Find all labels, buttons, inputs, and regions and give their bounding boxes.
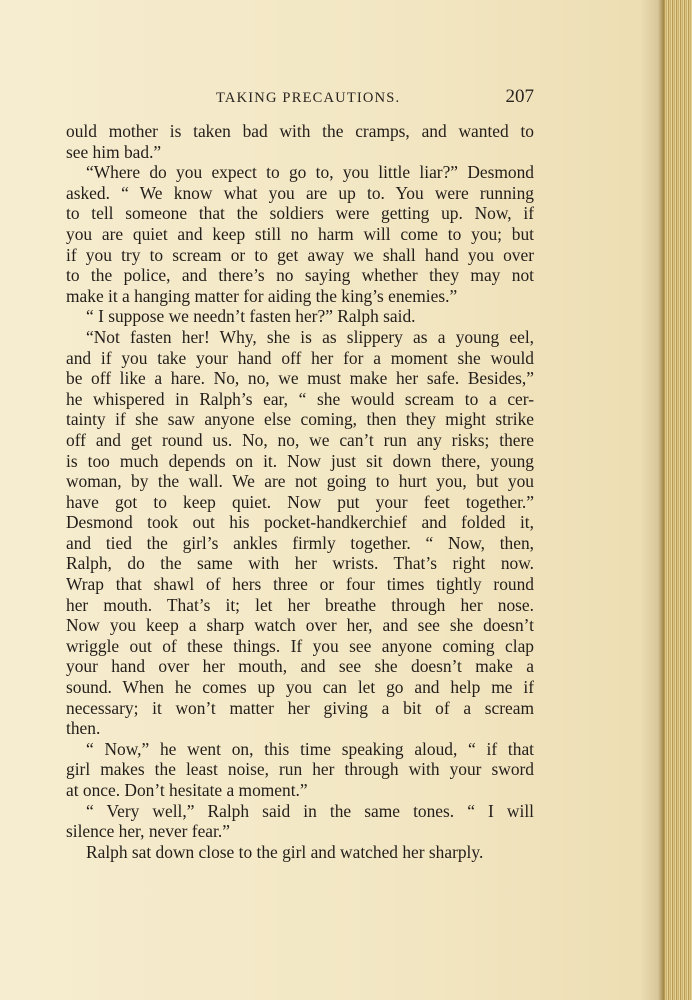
text-line: “ Very well,” Ralph said in the same tones. “ I will xyxy=(86,800,534,821)
text-line: to tell someone that the soldiers were getting up. Now, if xyxy=(66,203,534,224)
text-line: off and get round us. No, no, we can’t run any risks; there xyxy=(66,429,534,450)
text-line: if you try to scream or to get away we shall hand you over xyxy=(66,244,534,265)
text-line: ould mother is taken bad with the cramps, and wanted to xyxy=(66,121,534,141)
text-line: Ralph sat down close to the girl and watched her sharply. xyxy=(86,841,484,862)
text-line: woman, by the wall. We are not going to hurt you, but you xyxy=(66,471,534,492)
page-number: 207 xyxy=(505,86,534,107)
page-edges xyxy=(658,0,692,1000)
text-line: and tied the girl’s ankles firmly together. “ Now, then, xyxy=(66,532,534,553)
text-line: Now you keep a sharp watch over her, and see she doesn’t xyxy=(66,615,534,636)
text-line: have got to keep quiet. Now put your feet together.” xyxy=(66,491,534,512)
text-line: “ I suppose we needn’t fasten her?” Ralph said. xyxy=(86,306,416,327)
page-header xyxy=(66,88,536,110)
text-line: Wrap that shawl of hers three or four times tightly round xyxy=(66,574,534,595)
page-gutter-shadow xyxy=(640,0,658,1000)
text-line: girl makes the least noise, run her through with your sword xyxy=(66,759,534,780)
text-line: “Where do you expect to go to, you little liar?” Desmond xyxy=(86,162,534,183)
text-line: sound. When he comes up you can let go and help me if xyxy=(66,677,534,698)
text-line: wriggle out of these things. If you see anyone coming clap xyxy=(66,635,534,656)
text-line: make it a hanging matter for aiding the king’s enemies.” xyxy=(66,285,458,306)
text-line: see him bad.” xyxy=(66,141,162,162)
text-line: then. xyxy=(66,718,101,739)
text-line: asked. “ We know what you are up to. You were running xyxy=(66,182,534,203)
text-line: be off like a hare. No, no, we must make her safe. Besides,” xyxy=(66,368,534,389)
running-title: TAKING PRECAUTIONS. xyxy=(216,90,401,106)
text-line: is too much depends on it. Now just sit down there, young xyxy=(66,450,534,471)
body-text xyxy=(66,121,534,862)
text-line: necessary; it won’t matter her giving a bit of a scream xyxy=(66,697,534,718)
text-line: “Not fasten her! Why, she is as slippery as a young eel, xyxy=(86,326,534,347)
text-line: Ralph, do the same with her wrists. That’s right now. xyxy=(66,553,534,574)
text-line: and if you take your hand off her for a moment she would xyxy=(66,347,534,368)
text-line: at once. Don’t hesitate a moment.” xyxy=(66,780,308,800)
text-line: your hand over her mouth, and see she doesn’t make a xyxy=(66,656,534,677)
text-line: you are quiet and keep still no harm will come to you; but xyxy=(66,223,534,244)
text-line: tainty if she saw anyone else coming, then they might strike xyxy=(66,409,534,430)
text-line: her mouth. That’s it; let her breathe through her nose. xyxy=(66,594,534,615)
text-line: he whispered in Ralph’s ear, “ she would scream to a cer- xyxy=(66,388,534,409)
text-line: “ Now,” he went on, this time speaking aloud, “ if that xyxy=(86,738,534,759)
text-line: Desmond took out his pocket-handkerchief and folded it, xyxy=(66,512,534,533)
text-line: to the police, and there’s no saying whether they may not xyxy=(66,265,534,286)
text-line: silence her, never fear.” xyxy=(66,821,230,842)
